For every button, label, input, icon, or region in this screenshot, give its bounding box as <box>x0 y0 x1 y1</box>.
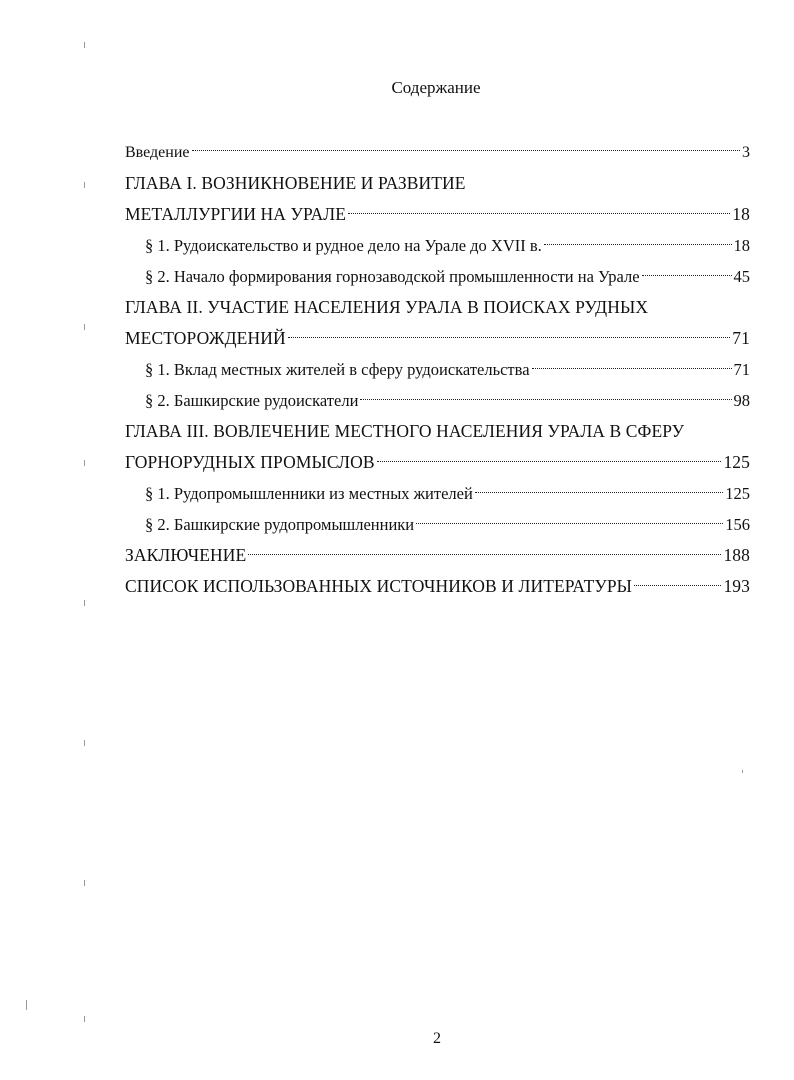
toc-entry-page: 193 <box>723 576 750 596</box>
dot-leader <box>288 337 731 338</box>
scan-speck <box>84 880 85 886</box>
toc-chapter-1-heading[interactable] <box>125 168 750 199</box>
scan-speck <box>84 324 85 330</box>
toc-entry-page: 125 <box>723 452 750 472</box>
toc-section-3-2[interactable] <box>125 509 750 540</box>
toc-entry-label: МЕТАЛЛУРГИИ НА УРАЛЕ <box>125 204 347 224</box>
toc-entry-page: 3 <box>742 144 750 161</box>
dot-leader <box>192 150 741 151</box>
toc-entry-label: СПИСОК ИСПОЛЬЗОВАННЫХ ИСТОЧНИКОВ И ЛИТЕРАТУРЫ <box>125 576 633 596</box>
scan-speck <box>84 600 85 606</box>
toc-entry-label: МЕСТОРОЖДЕНИЙ <box>125 328 286 348</box>
dot-leader <box>532 368 732 369</box>
scan-speck <box>742 770 743 773</box>
dot-leader <box>544 244 732 245</box>
toc-entry-label: § 1. Рудопромышленники из местных жителей <box>145 484 473 503</box>
page-title: Содержание <box>391 78 481 97</box>
toc-entry-page: 156 <box>725 515 750 534</box>
toc-entry-label: § 1. Рудоискательство и рудное дело на Урале до XVII в. <box>145 236 542 255</box>
toc-entry-page: 71 <box>733 360 750 379</box>
scan-speck <box>84 1016 85 1022</box>
toc-entry-label: ГЛАВА I. ВОЗНИКНОВЕНИЕ И РАЗВИТИЕ <box>125 173 466 193</box>
scan-speck <box>26 1000 27 1010</box>
toc-entry-page: 125 <box>725 484 750 503</box>
toc-entry-intro[interactable] <box>125 137 750 168</box>
dot-leader <box>360 399 731 400</box>
toc-entry-label: § 2. Начало формирования горнозаводской промышленности на Урале <box>145 267 640 286</box>
toc-entry-label: ГЛАВА III. ВОВЛЕЧЕНИЕ МЕСТНОГО НАСЕЛЕНИЯ УРАЛА В СФЕРУ <box>125 421 685 441</box>
toc-entry-page: 18 <box>732 204 750 224</box>
toc-section-1-2[interactable] <box>125 261 750 292</box>
toc-entry-page: 188 <box>723 545 750 565</box>
toc-chapter-1[interactable] <box>125 199 750 230</box>
scan-speck <box>84 740 85 746</box>
toc-entry-label: Введение <box>125 144 190 161</box>
toc-entry-page: 45 <box>733 267 750 286</box>
page-number: 2 <box>433 1030 441 1047</box>
scan-speck <box>84 182 85 188</box>
dot-leader <box>348 213 730 214</box>
toc-entry-page: 18 <box>733 236 750 255</box>
toc-section-2-2[interactable] <box>125 385 750 416</box>
toc-entry-label: § 2. Башкирские рудоискатели <box>145 391 359 410</box>
toc-chapter-2-heading[interactable] <box>125 292 750 323</box>
toc-entry-label: ЗАКЛЮЧЕНИЕ <box>125 545 247 565</box>
dot-leader <box>248 554 721 555</box>
dot-leader <box>377 461 722 462</box>
dot-leader <box>475 492 723 493</box>
toc-entry-page: 98 <box>733 391 750 410</box>
toc-chapter-2[interactable] <box>125 323 750 354</box>
dot-leader <box>416 523 723 524</box>
toc-entry-label: § 1. Вклад местных жителей в сферу рудоискательства <box>145 360 530 379</box>
toc-sources[interactable] <box>125 571 750 602</box>
toc-entry-label: ГОРНОРУДНЫХ ПРОМЫСЛОВ <box>125 452 375 472</box>
toc-entry-page: 71 <box>732 328 750 348</box>
toc-conclusion[interactable] <box>125 540 750 571</box>
scan-speck <box>84 460 85 466</box>
toc-entry-label: § 2. Башкирские рудопромышленники <box>145 515 415 534</box>
toc-chapter-3-heading[interactable] <box>125 416 750 447</box>
dot-leader <box>634 585 721 586</box>
toc-section-2-1[interactable] <box>125 354 750 385</box>
toc-chapter-3[interactable] <box>125 447 750 478</box>
toc-section-3-1[interactable] <box>125 478 750 509</box>
scan-speck <box>84 42 85 48</box>
toc-entry-label: ГЛАВА II. УЧАСТИЕ НАСЕЛЕНИЯ УРАЛА В ПОИСКАХ РУДНЫХ <box>125 297 649 317</box>
toc-section-1-1[interactable] <box>125 230 750 261</box>
dot-leader <box>642 275 732 276</box>
table-of-contents <box>125 137 750 602</box>
